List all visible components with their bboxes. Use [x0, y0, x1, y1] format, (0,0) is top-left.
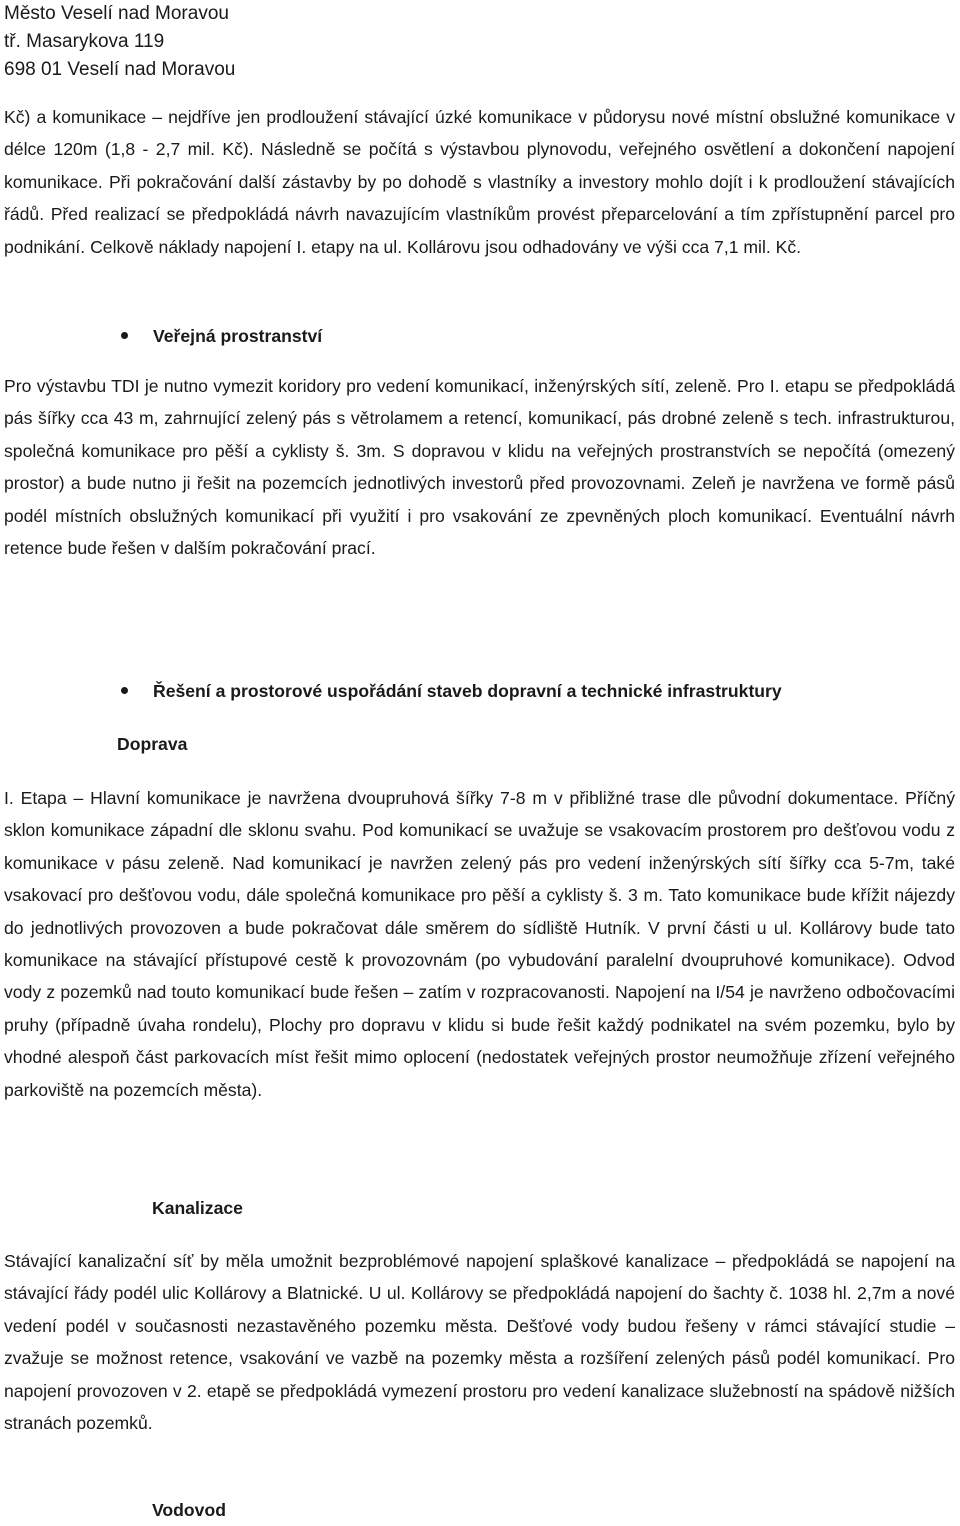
bullet-infrastructure: [0, 675, 952, 707]
intro-paragraph: Kč) a komunikace – nejdříve jen prodloužení stávající úzké komunikace v půdorysu nové místní obslužné komunikace v délce 120m (1,8 - 2,7 mil. Kč). Následně se počítá s výstavbou plynovodu, veřejného osvětlení a dokončení napojení komunikace. Při pokračování další zástavby by po dohodě s vlastníky a investory mohlo dojít i k prodloužení stávajících řádů. Před realizací se předpokládá návrh navazujícím vlastníkům provést přeparcelování a tím zpřístupnění parcel pro podnikání. Celkově náklady napojení I. etapy na ul. Kollárovu jsou odhadovány ve výši cca 7,1 mil. Kč.: [4, 107, 955, 257]
transport-paragraph: I. Etapa – Hlavní komunikace je navržena dvoupruhová šířky 7-8 m v přibližné trase dle původní dokumentace. Příčný sklon komunikace západní dle sklonu svahu. Pod komunikací se uvažuje se vsakovacím prostorem pro dešťovou vodu z komunikace v pásu zeleně. Nad komunikací je navržen zelený pás pro vedení inženýrských sítí šířky cca 5-7m, také vsakovací pro dešťovou vodu, dále společná komunikace pro pěší a cyklisty š. 3 m. Tato komunikace bude křížit nájezdy do jednotlivých provozoven a bude pokračovat dále směrem do sídliště Hutník. V první části u ul. Kollárovy bude tato komunikace na stávající přístupové cestě k provozovnám (po vybudování paralelní dvoupruhové komunikace). Odvod vody z pozemků nad touto komunikací bude řešen – zatím v rozpracovanosti. Napojení na I/54 je navrženo odbočovacími pruhy (případně úvaha rondelu), Plochy pro dopravu v klidu si bude řešit každý podnikatel na svém pozemku, bylo by vhodné alespoň část parkovacích míst řešit mimo oplocení (nedostatek veřejných prostor neumožňuje zřízení veřejného parkoviště na pozemcích města).: [4, 788, 955, 1100]
letterhead-city: Město Veselí nad Moravou: [4, 3, 229, 24]
bullet-public-space: [0, 320, 952, 352]
public-space-paragraph: Pro výstavbu TDI je nutno vymezit koridory pro vedení komunikací, inženýrských sítí, zeleně. Pro I. etapu se předpokládá pás šířky cca 43 m, zahrnující zelený pás s větrolamem a retencí, komunikací, pás drobné zeleně s tech. infrastrukturou, společná komunikace pro pěší a cyklisty š. 3m. S dopravou v klidu na veřejných prostranstvích se nepočítá (omezený prostor) a bude nutno ji řešit na pozemcích jednotlivých investorů před provozovnami. Zeleň je navržena ve formě pásů podél místních obslužných komunikací při využití i pro vsakování ze zpevněných ploch komunikací. Eventuální návrh retence bude řešen v dalším pokračování prací.: [4, 376, 955, 559]
letterhead: [4, 0, 235, 84]
sewer-heading: Kanalizace: [152, 1198, 243, 1218]
transport-heading: Doprava: [117, 734, 188, 754]
bullet-icon: [121, 332, 128, 339]
water-heading: Vodovod: [152, 1500, 226, 1520]
bullet-icon: [121, 687, 128, 694]
letterhead-street: tř. Masarykova 119: [4, 31, 165, 52]
infrastructure-heading: Řešení a prostorové uspořádání staveb dopravní a technické infrastruktury: [153, 681, 782, 701]
sewer-paragraph: Stávající kanalizační síť by měla umožnit bezproblémové napojení splaškové kanalizace – předpokládá se napojení na stávající řády podél ulic Kollárovy a Blatnické. U ul. Kollárovy se předpokládá napojení do šachty č. 1038 hl. 2,7m a nové vedení podél v současnosti nezastavěného pozemku města. Dešťové vody budou řešeny v rámci stávající studie – zvažuje se možnost retence, vsakování ve vazbě na pozemky města a rozšíření zelených pásů podél komunikací. Pro napojení provozoven v 2. etapě se předpokládá vymezení prostoru pro vedení kanalizace služebností na spádově nižších stranách pozemků.: [4, 1251, 955, 1434]
letterhead-postal: 698 01 Veselí nad Moravou: [4, 59, 236, 80]
public-space-heading: Veřejná prostranství: [153, 326, 323, 346]
